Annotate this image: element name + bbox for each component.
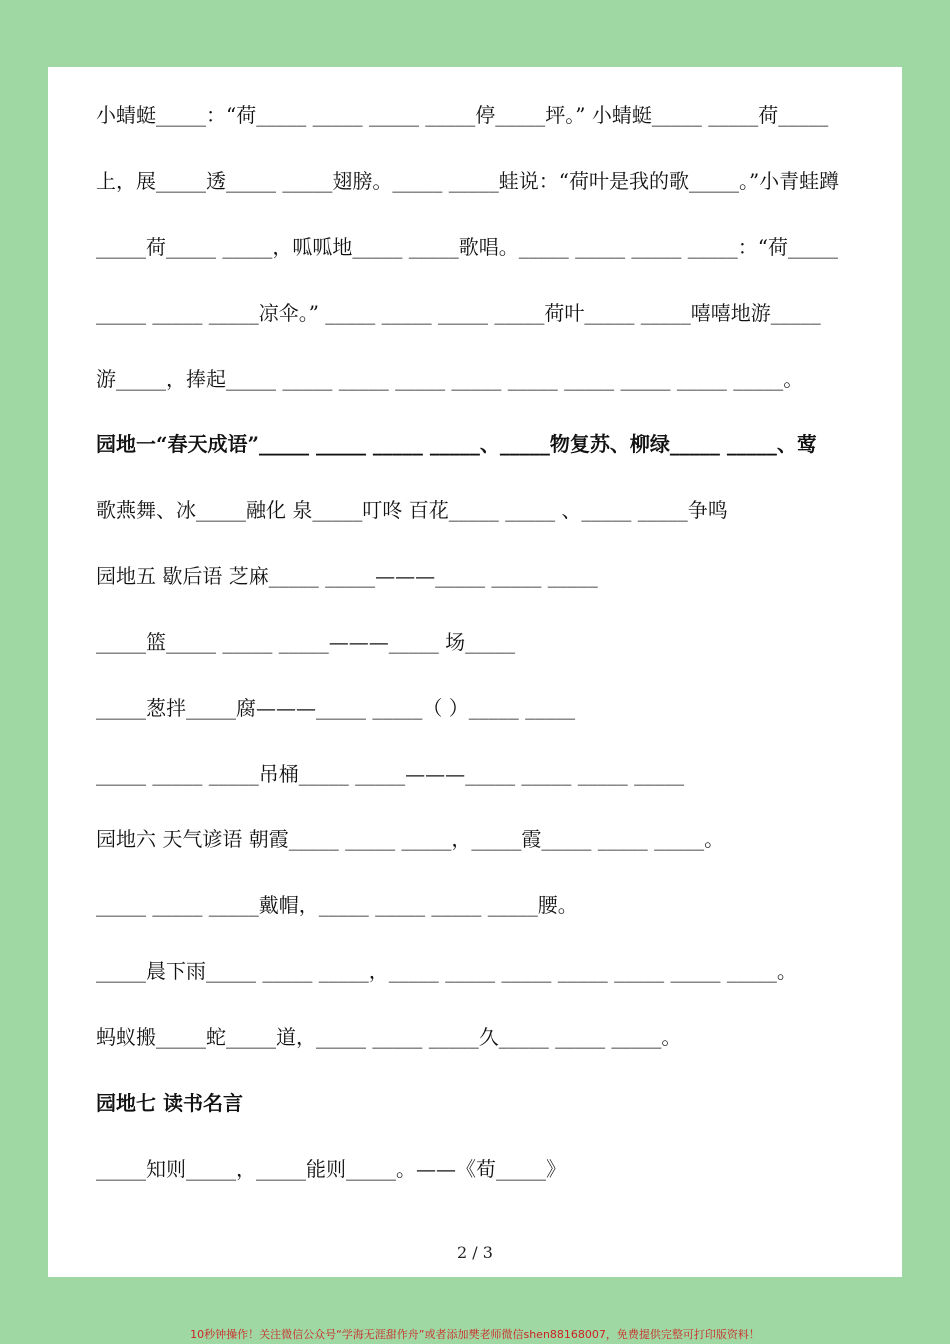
text-line-5: 游_____，捧起_____ _____ _____ _____ _____ _____ _____ _____ _____ _____。 <box>96 367 804 391</box>
text-line-7: 歌燕舞、冰_____融化 泉_____叮咚 百花_____ _____ 、_____ _____争鸣 <box>96 498 728 522</box>
text-line-3: _____荷_____ _____，呱呱地_____ _____歌唱。_____ _____ _____ _____：“荷_____ <box>96 235 839 259</box>
promo-footer-note: 10秒钟操作！关注微信公众号“学海无涯甜作舟”或者添加樊老师微信shen88168007，免费提供完整可打印版资料！ <box>190 1328 760 1341</box>
text-line-2: 上，展_____透_____ _____翅膀。_____ _____蛙说：“荷叶是我的歌_____。”小青蛙蹲 <box>96 169 840 193</box>
text-line-10: _____葱拌_____腐———_____ _____（ ）_____ _____ <box>96 696 576 720</box>
text-line-9: _____篮_____ _____ _____———_____ 场_____ <box>96 630 516 654</box>
text-line-14: _____晨下雨_____ _____ _____，_____ _____ _____ _____ _____ _____ _____。 <box>96 959 797 983</box>
worksheet-page <box>48 67 902 1277</box>
section-xiehouyu: 园地五 歇后语 芝麻_____ _____———_____ _____ _____ <box>96 564 598 588</box>
text-line-15: 蚂蚁搬_____蛇_____道，_____ _____ _____久_____ _____ _____。 <box>96 1025 682 1049</box>
text-line-1: 小蜻蜓_____：“荷_____ _____ _____ _____停_____坪。” 小蜻蜓_____ _____荷_____ <box>96 103 829 127</box>
text-line-13: _____ _____ _____戴帽，_____ _____ _____ _____腰。 <box>96 893 578 917</box>
text-line-4: _____ _____ _____凉伞。” _____ _____ _____ _____荷叶_____ _____嘻嘻地游_____ <box>96 301 821 325</box>
section-weather-proverbs: 园地六 天气谚语 朝霞_____ _____ _____，_____霞_____ _____ _____。 <box>96 827 725 851</box>
page-number: 2 / 3 <box>457 1243 493 1262</box>
text-line-17: _____知则_____，_____能则_____。——《荀_____》 <box>96 1157 566 1181</box>
text-line-11: _____ _____ _____吊桶_____ _____———_____ _____ _____ _____ <box>96 762 685 786</box>
section-spring-idioms: 园地一“春天成语”_____ _____ _____ _____、_____物复苏、柳绿_____ _____、莺 <box>96 432 817 456</box>
section-reading-quotes: 园地七 读书名言 <box>96 1091 243 1115</box>
